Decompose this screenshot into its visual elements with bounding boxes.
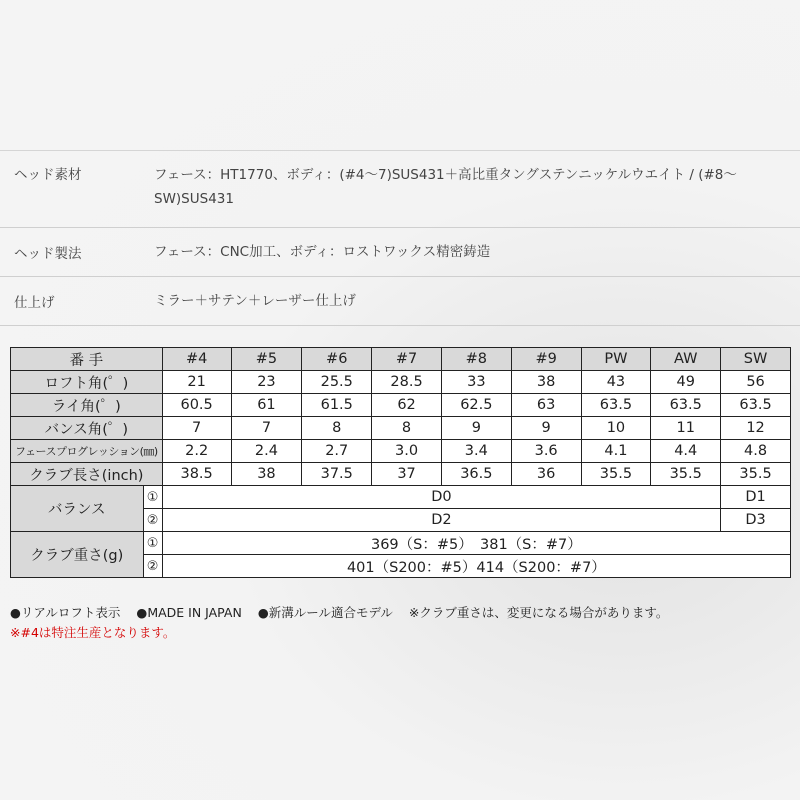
table-row-balance-1 bbox=[11, 486, 791, 509]
weight-value: 401（S200：#5）414（S200：#7） bbox=[162, 555, 790, 578]
table-cell: 63.5 bbox=[651, 394, 721, 417]
table-cell: 38 bbox=[231, 463, 302, 486]
header-club: #6 bbox=[302, 348, 372, 371]
table-cell: 7 bbox=[231, 417, 302, 440]
table-row-bounce bbox=[11, 417, 791, 440]
balance-value-sw: D3 bbox=[721, 509, 791, 532]
spec-row-head-method bbox=[0, 228, 800, 277]
header-club: PW bbox=[581, 348, 651, 371]
table-cell: 35.5 bbox=[721, 463, 791, 486]
weight-option-mark: ① bbox=[143, 532, 162, 555]
table-cell: 23 bbox=[231, 371, 302, 394]
table-cell: 12 bbox=[721, 417, 791, 440]
table-cell: 62 bbox=[372, 394, 442, 417]
table-cell: 4.4 bbox=[651, 440, 721, 463]
balance-label: バランス bbox=[11, 486, 144, 532]
header-club: #7 bbox=[372, 348, 442, 371]
table-cell: 37 bbox=[372, 463, 442, 486]
table-row-loft bbox=[11, 371, 791, 394]
table-cell: 10 bbox=[581, 417, 651, 440]
header-club: #8 bbox=[441, 348, 511, 371]
row-label: クラブ長さ(inch) bbox=[11, 463, 163, 486]
header-club: AW bbox=[651, 348, 721, 371]
table-cell: 3.6 bbox=[511, 440, 581, 463]
balance-option-mark: ① bbox=[143, 486, 162, 509]
note-item: ●新溝ルール適合モデル bbox=[257, 605, 393, 620]
header-club: SW bbox=[721, 348, 791, 371]
spec-label: ヘッド素材 bbox=[14, 167, 82, 183]
table-cell: 35.5 bbox=[581, 463, 651, 486]
table-cell: 9 bbox=[441, 417, 511, 440]
table-cell: 7 bbox=[162, 417, 231, 440]
table-cell: 38.5 bbox=[162, 463, 231, 486]
table-row-lie bbox=[11, 394, 791, 417]
spec-label: ヘッド製法 bbox=[14, 246, 82, 262]
row-label: バンス角(゜) bbox=[11, 417, 163, 440]
table-cell: 63.5 bbox=[581, 394, 651, 417]
table-cell: 4.8 bbox=[721, 440, 791, 463]
spec-row-head-material bbox=[0, 150, 800, 228]
spec-list bbox=[0, 150, 800, 326]
table-cell: 61 bbox=[231, 394, 302, 417]
note-item: ●リアルロフト表示 bbox=[10, 605, 121, 620]
header-label: 番 手 bbox=[11, 348, 163, 371]
row-label: フェースプログレッション(㎜) bbox=[11, 440, 163, 463]
table-cell: 25.5 bbox=[302, 371, 372, 394]
table-cell: 62.5 bbox=[441, 394, 511, 417]
table-header-row bbox=[11, 348, 791, 371]
table-cell: 38 bbox=[511, 371, 581, 394]
table-cell: 61.5 bbox=[302, 394, 372, 417]
spec-row-finish bbox=[0, 277, 800, 326]
balance-value: D0 bbox=[162, 486, 720, 509]
table-cell: 3.4 bbox=[441, 440, 511, 463]
balance-value-sw: D1 bbox=[721, 486, 791, 509]
table-cell: 35.5 bbox=[651, 463, 721, 486]
table-cell: 4.1 bbox=[581, 440, 651, 463]
table-row-face-progression bbox=[11, 440, 791, 463]
spec-value: フェース：CNC加工、ボディ：ロストワックス精密鋳造 bbox=[154, 244, 491, 260]
table-row-club-length bbox=[11, 463, 791, 486]
table-cell: 36.5 bbox=[441, 463, 511, 486]
row-label: ロフト角(゜) bbox=[11, 371, 163, 394]
weight-option-mark: ② bbox=[143, 555, 162, 578]
table-cell: 37.5 bbox=[302, 463, 372, 486]
header-club: #5 bbox=[231, 348, 302, 371]
table-cell: 60.5 bbox=[162, 394, 231, 417]
table-cell: 8 bbox=[372, 417, 442, 440]
table-cell: 49 bbox=[651, 371, 721, 394]
spec-value: ミラー＋サテン＋レーザー仕上げ bbox=[154, 293, 356, 309]
header-club: #9 bbox=[511, 348, 581, 371]
special-order-note: ※#4は特注生産となります。 bbox=[10, 625, 176, 640]
header-club: #4 bbox=[162, 348, 231, 371]
notes-line bbox=[10, 603, 680, 623]
table-cell: 2.2 bbox=[162, 440, 231, 463]
table-cell: 28.5 bbox=[372, 371, 442, 394]
note-item: ※クラブ重さは、変更になる場合があります。 bbox=[408, 605, 669, 620]
balance-option-mark: ② bbox=[143, 509, 162, 532]
table-cell: 56 bbox=[721, 371, 791, 394]
table-cell: 33 bbox=[441, 371, 511, 394]
balance-value: D2 bbox=[162, 509, 720, 532]
weight-value: 369（S：#5） 381（S：#7） bbox=[162, 532, 790, 555]
table-cell: 2.7 bbox=[302, 440, 372, 463]
notes bbox=[10, 603, 680, 643]
club-spec-table bbox=[10, 347, 791, 578]
note-item: ●MADE IN JAPAN bbox=[136, 605, 242, 620]
spec-value: フェース：HT1770、ボディ：(#4～7)SUS431＋高比重タングステンニッケルウエイト / (#8～SW)SUS431 bbox=[154, 167, 737, 207]
row-label: ライ角(゜) bbox=[11, 394, 163, 417]
spec-label: 仕上げ bbox=[14, 295, 55, 311]
table-cell: 43 bbox=[581, 371, 651, 394]
table-cell: 8 bbox=[302, 417, 372, 440]
table-cell: 63 bbox=[511, 394, 581, 417]
table-cell: 36 bbox=[511, 463, 581, 486]
table-row-weight-1 bbox=[11, 532, 791, 555]
table-cell: 63.5 bbox=[721, 394, 791, 417]
table-cell: 21 bbox=[162, 371, 231, 394]
table-cell: 9 bbox=[511, 417, 581, 440]
table-cell: 11 bbox=[651, 417, 721, 440]
weight-label: クラブ重さ(g) bbox=[11, 532, 144, 578]
table-cell: 3.0 bbox=[372, 440, 442, 463]
table-cell: 2.4 bbox=[231, 440, 302, 463]
